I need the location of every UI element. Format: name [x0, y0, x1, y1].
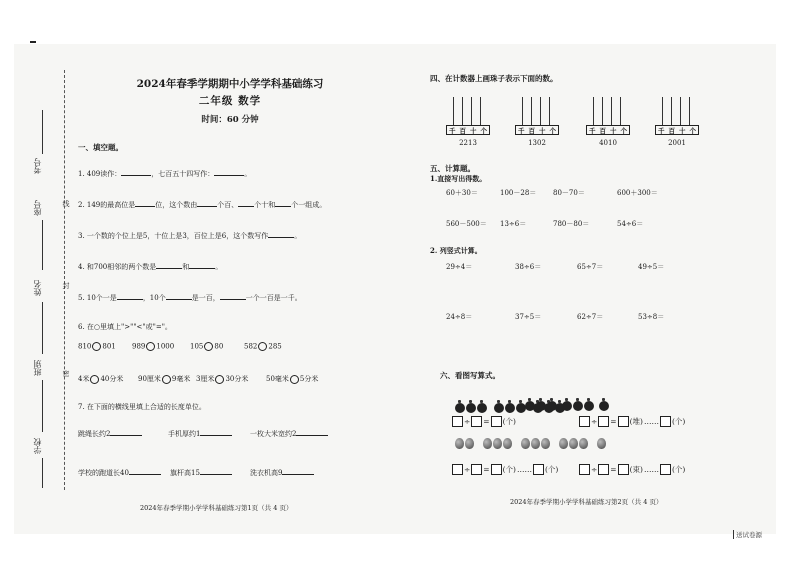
q1-text: ，七百五十四写作： — [151, 170, 215, 178]
compare-item — [190, 342, 223, 351]
binding-dash-line — [64, 70, 65, 490]
compare-item — [132, 342, 174, 351]
answer-blank[interactable] — [282, 467, 314, 475]
q5-text: ，10个 — [142, 294, 166, 302]
abacus-number: 2001 — [668, 139, 686, 147]
compare-circle[interactable] — [162, 375, 171, 384]
answer-blank[interactable] — [296, 428, 328, 436]
fruit-icon — [599, 401, 609, 411]
calc-item[interactable]: 80－70＝ — [553, 189, 585, 197]
equation-symbol: (个) — [544, 465, 559, 474]
unit-text: 洗衣机高9 — [250, 469, 283, 477]
unit-text: 一枚大米宽约2 — [250, 430, 297, 438]
compare-right: 5分米 — [299, 375, 319, 383]
compare-circle[interactable] — [258, 342, 267, 351]
answer-blank[interactable] — [121, 168, 151, 176]
answer-blank[interactable] — [220, 292, 246, 300]
binding-blank — [42, 302, 43, 354]
q3-text: 。 — [294, 232, 302, 240]
fruit-icon — [562, 401, 572, 411]
q4-text: 和 — [182, 263, 190, 271]
answer-box[interactable] — [579, 416, 590, 427]
binding-blank — [42, 458, 43, 488]
q2-text: 个一组成。 — [291, 201, 327, 209]
compare-right: 80 — [214, 342, 224, 351]
q1-text: 。 — [244, 170, 252, 178]
unit-text: 学校的跑道长40 — [78, 469, 129, 477]
compare-left: 4米 — [78, 375, 90, 383]
unit-text: 跳绳长约2 — [78, 430, 111, 438]
equation-symbol: …… — [516, 465, 532, 474]
place-label: 百 — [528, 126, 535, 135]
binding-blank — [42, 380, 43, 432]
section-4-heading: 四、在计数器上画珠子表示下面的数。 — [430, 74, 558, 83]
abacus-rod — [531, 97, 532, 125]
place-label: 个 — [689, 126, 696, 135]
equation-symbol: …… — [643, 465, 659, 474]
place-label: 个 — [549, 126, 556, 135]
answer-blank[interactable] — [135, 199, 155, 207]
q5-text: 是一百， — [191, 294, 220, 302]
abacus-base — [655, 125, 699, 135]
place-label: 百 — [599, 126, 606, 135]
place-label: 百 — [668, 126, 675, 135]
abacus-rod — [522, 97, 523, 125]
question-5 — [78, 292, 302, 303]
abacus-rod — [453, 97, 454, 125]
exam-subtitle: 二年级 数学 — [198, 95, 262, 107]
answer-box[interactable] — [598, 416, 609, 427]
compare-left: 3厘米 — [196, 375, 215, 383]
binding-strip — [30, 70, 74, 490]
answer-box[interactable] — [471, 416, 482, 427]
abacus-base — [586, 125, 630, 135]
abacus[interactable] — [515, 97, 559, 157]
compare-item — [244, 342, 282, 351]
answer-box[interactable] — [660, 464, 671, 475]
compare-item — [266, 374, 318, 384]
calc-item[interactable]: 780－80＝ — [553, 220, 590, 228]
compare-left: 989 — [132, 342, 146, 351]
balloon-icon — [483, 438, 492, 449]
calc-item[interactable]: 60＋30＝ — [446, 189, 478, 197]
binding-cut-mark: 密 — [62, 370, 70, 377]
compare-item — [78, 342, 116, 351]
compare-item — [78, 374, 123, 384]
binding-label-exam-no: 考号 — [33, 158, 42, 174]
abacus-rod — [480, 97, 481, 125]
compare-item — [196, 374, 248, 384]
unit-item — [78, 428, 142, 439]
unit-item — [78, 467, 161, 478]
q1-text: 1. 409读作： — [78, 170, 122, 178]
abacus-rod — [689, 97, 690, 125]
fruit-icon — [525, 401, 535, 411]
fruit-icon — [573, 401, 583, 411]
binding-label-name: 姓名 — [33, 280, 42, 296]
binding-blank — [42, 110, 43, 154]
compare-left: 582 — [244, 342, 258, 351]
balloon-picture-1 — [455, 434, 607, 453]
compare-circle[interactable] — [92, 342, 101, 351]
subsection-oral: 1.直接写出得数。 — [430, 174, 487, 183]
question-3 — [78, 230, 301, 241]
balloon-icon — [531, 438, 540, 449]
unit-item — [250, 428, 328, 439]
place-label: 千 — [658, 126, 665, 135]
subsection-vertical: 2. 列竖式计算。 — [430, 246, 482, 255]
answer-box[interactable] — [452, 416, 463, 427]
q4-text: 4. 和700相邻的两个数是 — [78, 263, 157, 271]
answer-box[interactable] — [491, 464, 502, 475]
picture-equation — [579, 416, 685, 427]
binding-label-school: 学校 — [33, 438, 42, 454]
compare-right: 801 — [102, 342, 116, 351]
question-6: 6. 在○里填上">""<"或"="。 — [78, 323, 172, 331]
abacus-number: 4010 — [599, 139, 617, 147]
place-label: 千 — [589, 126, 596, 135]
answer-blank[interactable] — [129, 467, 161, 475]
abacus-rod — [671, 97, 672, 125]
place-label: 个 — [620, 126, 627, 135]
abacus-base — [515, 125, 559, 135]
equation-symbol: ÷ — [591, 417, 598, 426]
place-label: 十 — [470, 126, 477, 135]
q3-text: 3. 一个数的个位上是5，十位上是3，百位上是6，这个数写作 — [78, 232, 269, 240]
balloon-icon — [559, 438, 568, 449]
equation-symbol: (堆) — [629, 417, 643, 426]
equation-symbol: (个) — [502, 465, 516, 474]
abacus-rod — [462, 97, 463, 125]
answer-blank[interactable] — [166, 292, 192, 300]
balloon-icon — [503, 438, 512, 449]
equation-symbol: = — [610, 417, 617, 426]
place-label: 百 — [459, 126, 466, 135]
equation-symbol: (个) — [671, 465, 686, 474]
fruit-icon — [536, 401, 546, 411]
calc-item[interactable]: 29÷4＝ — [446, 263, 473, 271]
abacus-rod — [662, 97, 663, 125]
compare-left: 105 — [190, 342, 204, 351]
abacus-rod — [593, 97, 594, 125]
fruit-icon — [477, 403, 487, 413]
fruit-icon — [584, 401, 594, 411]
q2-text: 个十和 — [254, 201, 276, 209]
unit-item — [168, 428, 232, 439]
answer-box[interactable] — [533, 464, 544, 475]
equation-symbol: (个) — [671, 417, 686, 426]
abacus-rod — [680, 97, 681, 125]
calc-item[interactable]: 65÷7＝ — [577, 263, 604, 271]
compare-circle[interactable] — [146, 342, 155, 351]
calc-item[interactable]: 38÷6＝ — [515, 263, 542, 271]
question-7: 7. 在下面的横线里填上合适的长度单位。 — [78, 403, 206, 411]
abacus[interactable] — [446, 97, 490, 157]
calc-item[interactable]: 13÷6＝ — [500, 220, 527, 228]
compare-circle[interactable] — [290, 375, 299, 384]
fruit-icon — [547, 401, 557, 411]
abacus-rod — [611, 97, 612, 125]
answer-box[interactable] — [660, 416, 671, 427]
question-4 — [78, 261, 222, 272]
compare-left: 50毫米 — [266, 375, 289, 383]
abacus-rod — [540, 97, 541, 125]
equation-symbol: …… — [643, 417, 659, 426]
answer-blank[interactable] — [110, 428, 142, 436]
answer-box[interactable] — [618, 464, 629, 475]
unit-item — [250, 467, 314, 478]
abacus-rod — [549, 97, 550, 125]
q2-text: 2. 149的最高位是 — [78, 201, 136, 209]
corner-tick — [30, 41, 36, 43]
answer-blank[interactable] — [156, 261, 182, 269]
calc-item[interactable]: 54÷6＝ — [617, 220, 644, 228]
fruit-icon — [455, 403, 465, 413]
abacus-number: 2213 — [459, 139, 477, 147]
calc-item[interactable]: 24÷8＝ — [446, 313, 473, 321]
equation-symbol: ÷ — [464, 417, 471, 426]
unit-text: 手机厚约1 — [168, 430, 201, 438]
place-label: 千 — [518, 126, 525, 135]
equation-symbol: ÷ — [464, 465, 471, 474]
calc-item[interactable]: 53÷8＝ — [638, 313, 665, 321]
section-5-heading: 五、计算题。 — [430, 164, 475, 173]
compare-left: 90厘米 — [138, 375, 161, 383]
balloon-icon — [579, 438, 588, 449]
balloon-icon — [569, 438, 578, 449]
calc-item[interactable]: 100－28＝ — [500, 189, 537, 197]
equation-symbol: = — [483, 465, 490, 474]
answer-blank[interactable] — [275, 199, 291, 207]
place-label: 个 — [480, 126, 487, 135]
picture-equation — [579, 464, 685, 475]
calc-item[interactable]: 560－500＝ — [446, 220, 487, 228]
abacus-rod — [602, 97, 603, 125]
fruit-icon — [466, 403, 476, 413]
binding-cut-mark: 封 — [62, 282, 70, 289]
q5-text: 5. 10个一是 — [78, 294, 117, 302]
compare-item — [138, 374, 190, 384]
q5-text: 一个一百是一千。 — [245, 294, 302, 302]
unit-item — [170, 467, 232, 478]
equation-symbol: ÷ — [591, 465, 598, 474]
balloon-icon — [597, 438, 606, 449]
compare-right: 9毫米 — [171, 375, 191, 383]
equation-symbol: = — [610, 465, 617, 474]
answer-blank[interactable] — [117, 292, 143, 300]
answer-blank[interactable] — [197, 199, 217, 207]
compare-right: 30分米 — [225, 375, 249, 383]
question-2 — [78, 199, 326, 210]
answer-blank[interactable] — [189, 261, 215, 269]
unit-text: 旗杆高15 — [170, 469, 200, 477]
picture-equation — [452, 464, 558, 475]
compare-circle[interactable] — [90, 375, 99, 384]
place-label: 十 — [679, 126, 686, 135]
equation-symbol: = — [483, 417, 490, 426]
abacus[interactable] — [655, 97, 699, 157]
equation-symbol: (个) — [502, 417, 516, 426]
q2-text: 个百、 — [217, 201, 239, 209]
corner-watermark: 送试卷源 — [733, 530, 762, 539]
equation-symbol: (束) — [629, 465, 643, 474]
abacus-rod — [471, 97, 472, 125]
balloon-icon — [493, 438, 502, 449]
compare-right: 285 — [268, 342, 282, 351]
balloon-icon — [541, 438, 550, 449]
calc-item[interactable]: 600＋300＝ — [617, 189, 658, 197]
fruit-icon — [494, 403, 504, 413]
q2-text: 位，这个数由 — [155, 201, 198, 209]
abacus[interactable] — [586, 97, 630, 157]
balloon-icon — [521, 438, 530, 449]
section-6-heading: 六、看图写算式。 — [440, 371, 500, 380]
answer-blank[interactable] — [200, 467, 232, 475]
balloon-icon — [455, 438, 464, 449]
page-footer-left: 2024年春季学期小学学科基础练习第1页（共 4 页） — [140, 504, 293, 512]
answer-box[interactable] — [471, 464, 482, 475]
binding-cut-mark: 线 — [62, 200, 70, 207]
balloon-icon — [465, 438, 474, 449]
section-1-heading: 一、填空题。 — [78, 143, 123, 152]
answer-box[interactable] — [579, 464, 590, 475]
binding-label-seat: 座号 — [33, 200, 42, 216]
compare-right: 1000 — [156, 342, 175, 351]
abacus-number: 1302 — [528, 139, 546, 147]
answer-box[interactable] — [491, 416, 502, 427]
calc-item[interactable]: 49÷5＝ — [638, 263, 665, 271]
compare-right: 40分米 — [100, 375, 124, 383]
picture-equation — [452, 416, 516, 427]
fruit-icon — [505, 403, 515, 413]
place-label: 十 — [610, 126, 617, 135]
q4-text: 。 — [215, 263, 223, 271]
answer-blank[interactable] — [214, 168, 244, 176]
binding-label-class: 班别 — [33, 360, 42, 376]
exam-title: 2024年春季学期期中小学学科基础练习 — [136, 78, 324, 90]
compare-circle[interactable] — [215, 375, 224, 384]
answer-box[interactable] — [452, 464, 463, 475]
compare-circle[interactable] — [204, 342, 213, 351]
exam-time: 时间：60 分钟 — [201, 115, 259, 125]
fruit-picture-2 — [525, 396, 610, 415]
binding-blank — [42, 220, 43, 270]
answer-box[interactable] — [598, 464, 609, 475]
calc-item[interactable]: 62÷7＝ — [577, 313, 604, 321]
answer-box[interactable] — [618, 416, 629, 427]
calc-item[interactable]: 37÷5＝ — [515, 313, 542, 321]
place-label: 千 — [449, 126, 456, 135]
place-label: 十 — [539, 126, 546, 135]
answer-blank[interactable] — [268, 230, 294, 238]
question-1 — [78, 168, 251, 179]
answer-blank[interactable] — [200, 428, 232, 436]
compare-left: 810 — [78, 342, 92, 351]
page-footer-right: 2024年春季学期小学学科基础练习第2页（共 4 页） — [510, 498, 663, 506]
abacus-base — [446, 125, 490, 135]
abacus-rod — [620, 97, 621, 125]
answer-blank[interactable] — [238, 199, 254, 207]
